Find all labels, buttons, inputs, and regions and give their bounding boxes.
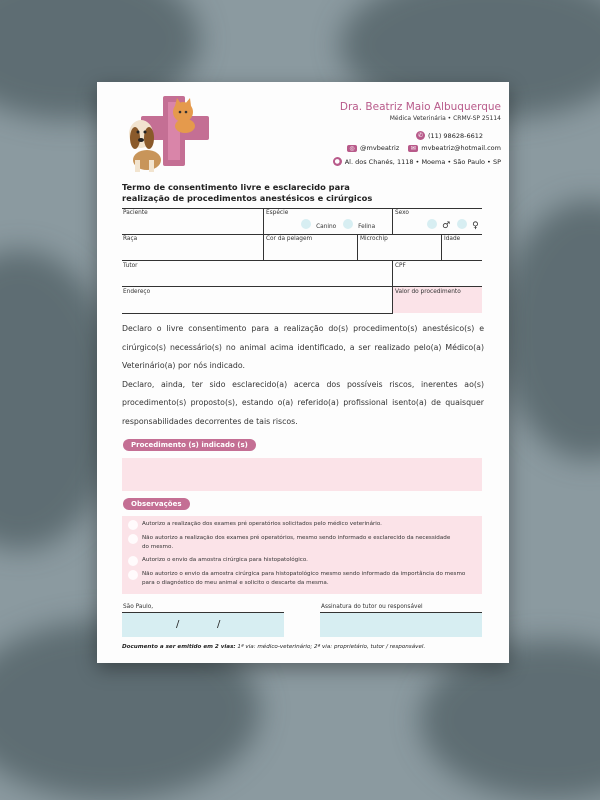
especie-label: Espécie: [266, 210, 289, 216]
option-radio[interactable]: [128, 556, 138, 566]
sexo-male-option[interactable]: [427, 213, 450, 232]
observations-box: [122, 516, 482, 594]
radio-female[interactable]: [457, 219, 467, 229]
option-radio[interactable]: [128, 534, 138, 544]
observation-option[interactable]: Não autorizo a realização dos exames pré operatórios, mesmo sendo informado e esclarecido da necessidade do mesmo.: [128, 534, 458, 552]
paciente-label: Paciente: [123, 210, 148, 216]
radio-felina[interactable]: [343, 219, 353, 229]
tutor-label: Tutor: [123, 263, 138, 269]
declaration-paragraph-1: Declaro o livre consentimento para a realização do(s) procedimento(s) anestésico(s) e cirúrgico(s) necessário(s) no animal acima identificado, a ser realizado pelo(a) Médico(a) Veterinário(a) por nós indicado.: [122, 324, 484, 371]
form-divider: [441, 234, 442, 260]
address-contact: [333, 157, 501, 166]
radio-canino[interactable]: [301, 219, 311, 229]
form-title: Termo de consentimento livre e esclarecido para realização de procedimentos anestésicos e cirúrgicos: [122, 182, 373, 203]
declaration-paragraph-2: Declaro, ainda, ter sido esclarecido(a) acerca dos possíveis riscos, inerentes ao(s) procedimento(s) proposto(s), estando o(a) referido(a) profissional isento(a) de quaisquer responsabilidades decorrentes de tais riscos.: [122, 379, 484, 426]
instagram-icon: ◎: [347, 145, 357, 152]
form-divider: [263, 234, 264, 260]
form-divider: [122, 313, 393, 314]
observation-option[interactable]: Não autorizo o envio da amostra cirúrgica para histopatológico mesmo sendo informado da importância do mesmo para o diagnóstico do meu animal e solicito o descarte da mesma.: [128, 570, 468, 588]
footer-note: Documento a ser emitido em 2 vias: 1ª via: médico-veterinário; 2ª via: proprietário, tutor / responsável.: [122, 644, 426, 650]
email-icon: ✉: [408, 145, 418, 152]
idade-label: Idade: [444, 236, 461, 242]
option-radio[interactable]: [128, 570, 138, 580]
phone-contact: [416, 131, 483, 140]
cor-pelagem-label: Cor da pelagem: [266, 236, 313, 242]
form-divider: [357, 234, 358, 260]
form-divider: [392, 208, 393, 234]
sexo-female-option[interactable]: [457, 213, 479, 232]
consent-form-page: [97, 82, 509, 663]
date-separator: /: [176, 619, 180, 630]
sexo-label: Sexo: [395, 210, 409, 216]
doctor-name: Dra. Beatriz Maio Albuquerque: [339, 101, 501, 113]
procedures-field[interactable]: [122, 458, 482, 491]
doctor-registration: Médica Veterinária • CRMV-SP 25114: [389, 115, 501, 122]
observations-heading: Observações: [123, 498, 190, 510]
vet-logo-icon: [123, 94, 213, 174]
observation-option[interactable]: Autorizo a realização dos exames pré operatórios solicitados pelo médico veterinário.: [128, 520, 382, 529]
form-divider: [122, 234, 482, 235]
radio-male[interactable]: [427, 219, 437, 229]
male-symbol-icon: ♂: [442, 221, 451, 231]
email-address: mvbeatriz@hotmail.com: [421, 144, 501, 152]
microchip-label: Microchip: [360, 236, 388, 242]
signature-field[interactable]: [320, 613, 482, 637]
leaf-shadow: [420, 640, 600, 800]
form-divider: [263, 208, 264, 234]
address: Al. dos Chanés, 1118 • Moema • São Paulo • SP: [344, 157, 501, 166]
especie-canino-option[interactable]: Canino: [301, 213, 336, 232]
observation-option[interactable]: Autorizo o envio da amostra cirúrgica para histopatológico.: [128, 556, 308, 565]
raca-label: Raça: [123, 236, 138, 242]
form-divider: [122, 208, 482, 209]
form-divider: [392, 260, 393, 286]
valor-label: Valor do procedimento: [395, 289, 461, 295]
form-divider: [122, 260, 482, 261]
procedures-heading: Procedimento (s) indicado (s): [123, 439, 256, 451]
date-field[interactable]: [122, 613, 284, 637]
form-divider: [392, 286, 393, 313]
location-pin-icon: ●: [334, 158, 340, 165]
city-label: São Paulo,: [123, 604, 154, 610]
leaf-shadow: [500, 200, 600, 460]
option-radio[interactable]: [128, 520, 138, 530]
especie-felina-option[interactable]: Felina: [343, 213, 375, 232]
instagram-handle: @mvbeatriz: [360, 144, 400, 152]
signature-label: Assinatura do tutor ou responsável: [321, 604, 423, 610]
female-symbol-icon: ♀: [472, 221, 479, 231]
endereco-label: Endereço: [123, 289, 151, 295]
social-contact: [347, 144, 501, 152]
date-separator: /: [217, 619, 221, 630]
cpf-label: CPF: [395, 263, 406, 269]
declaration-text: [122, 320, 484, 432]
whatsapp-icon: ✆: [418, 132, 424, 139]
phone-number: (11) 98628-6612: [428, 131, 483, 140]
